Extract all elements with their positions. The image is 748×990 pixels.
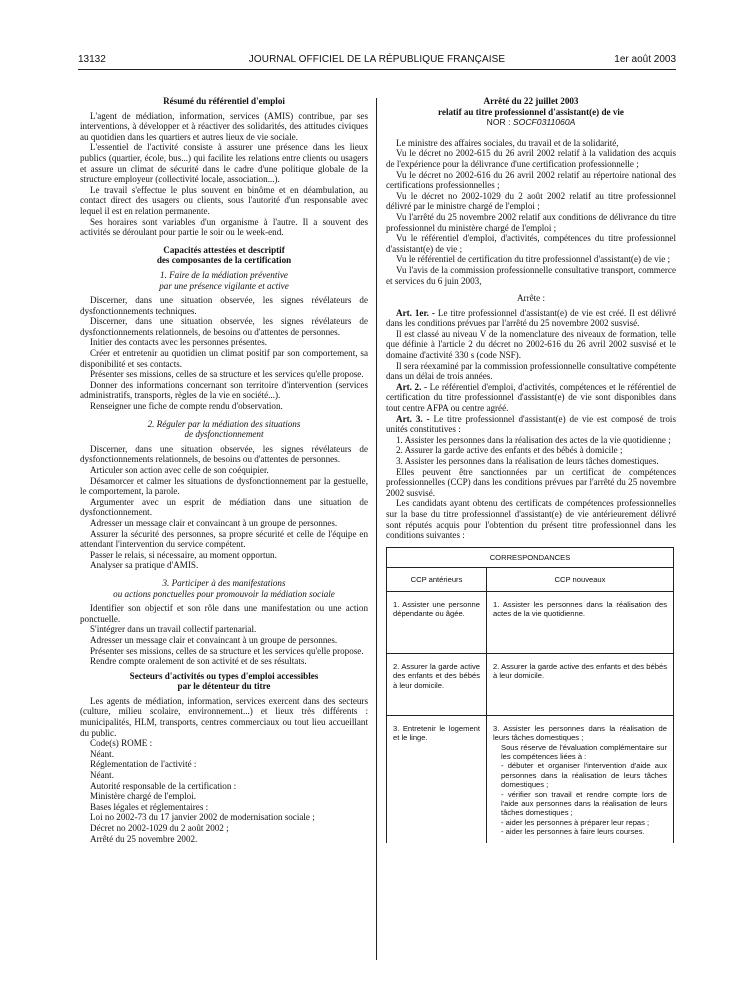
resume-title: Résumé du référentiel d'emploi [163,96,285,106]
page-header [78,54,676,68]
paragraph: Vu le référentiel de certification du titre professionnel d'assistant(e) de vie ; [396,254,671,265]
list-item: Présenter ses missions, celles de sa structure et les services qu'elle propose. [90,645,364,656]
table-row [387,653,674,715]
paragraph: Vu l'arrêté du 25 novembre 2002 relatif aux conditions de délivrance du titre professionnel du ministère chargé de l'emploi ; [386,211,676,233]
list-item: Adresser un message clair et convaincant à un groupe de personnes. [90,634,338,645]
article-1: Art. 1er. - Le titre professionnel d'assistant(e) de vie est créé. Il est délivré dans les conditions prévues par l'arrêté du 25 novembre 2002 susvisé. [386,307,676,329]
page-number: 13132 [78,54,106,65]
section-heading: par le détenteur du titre [177,681,271,692]
list-item: Néant. [90,748,114,759]
list-item: Ministère chargé de l'emploi. [90,791,197,802]
subsection-heading: de dysfonctionnement [184,429,264,440]
list-item: Analyser sa pratique d'AMIS. [90,560,199,571]
article-2: Art. 2. - Le référentiel d'emploi, d'activités, compétences et le référentiel de certification du titre professionnel d'assistant(e) de vie sont disponibles dans tout centre AFPA ou centre agréé. [386,381,676,414]
list-item: Présenter ses missions, celles de sa structure et les services qu'elle propose. [90,369,364,380]
issue-date: 1er août 2003 [614,54,676,65]
list-item: Renseigner une fiche de compte rendu d'observation. [90,401,283,412]
left-column [80,96,368,844]
paragraph: Le ministre des affaires sociales, du travail et de la solidarité, [396,137,619,148]
subsection-heading: 3. Participer à des manifestations [162,577,286,588]
paragraph: L'essentiel de l'activité consiste à assurer une présence dans les lieux publics (quartier, école, bus...) qui facilite les relations entre clients ou usagers et assure un climat de sécurité dans le cadre d'une politique globale de la structure employeur (collectivité locale, association...). [80,142,368,185]
table-title: CORRESPONDANCES [387,547,674,567]
paragraph: Vu le décret no 2002-1029 du 2 août 2002 relatif au titre professionnel délivré par le ministre chargé de l'emploi ; [386,190,676,212]
list-item: Néant. [90,770,114,781]
paragraph: Les agents de médiation, information, services exercent dans des secteurs (culture, milieu scolaire, environnement...) et lieux très différents : municipalités, HLM, transports, centres commerciaux ou tout lieu accueillant du public. [80,695,368,738]
list-item: Donner des informations concernant son territoire d'intervention (services administratifs, transports, règles de la vie en société...). [80,379,368,401]
header-rule [78,69,676,70]
list-item: Articuler son action avec celle de son coéquipier. [90,465,269,475]
nor-reference: NOR : SOCF0311060A [486,117,576,128]
table-cell: 1. Assister les personnes dans la réalisation des actes de la vie quotidienne. [487,591,674,653]
right-column [386,96,676,843]
list-item: Discerner, dans une situation observée, les signes révélateurs de dysfonctionnements relationnels, de besoins ou d'attentes de personnes. [80,316,368,337]
arrete-word: Arrête : [516,293,546,304]
table-cell: 3. Entretenir le logement et le linge. [387,715,487,842]
table-header-new: CCP nouveaux [487,567,674,591]
table-cell: 2. Assurer la garde active des enfants et des bébés à leur domicile. [487,653,674,715]
paragraph: Il sera réexaminé par la commission professionnelle consultative compétente dans un délai de trois années. [386,360,676,382]
table-row [387,591,674,653]
list-item: 1. Assister les personnes dans la réalisation des actes de la vie quotidienne ; [396,434,671,445]
paragraph: Vu l'avis de la commission professionnelle consultative transport, commerce et services du 6 juin 2003, [386,264,676,286]
correspondence-table [386,547,674,843]
list-item: Initier des contacts avec les personnes présentes. [90,337,268,348]
decree-subtitle: relatif au titre professionnel d'assistant(e) de vie [438,106,624,117]
list-item: Décret no 2002-1029 du 2 août 2002 ; [90,823,229,833]
list-item: Code(s) ROME : [90,738,153,749]
table-cell: 3. Assister les personnes dans la réalisation de leurs tâches domestiques ; Sous réserve de l'évaluation complémentaire sur les compétences liées à : - débuter et organiser l'intervention d'aide aux personnes dans la réalisation de leurs tâches domestiques ; - vérifier son travail et rendre compte lors de l'aide aux personnes dans la réalisation de leurs tâches domestiques ; - aider les personnes à préparer leur repas ; - aider les personnes à faire leurs courses. [487,715,674,842]
paragraph: Les candidats ayant obtenu des certificats de compétences professionnelles sur la base du titre professionnel d'assistant(e) de vie antérieurement délivré sont réputés acquis pour l'obtention du présent titre professionnel dans les conditions suivantes : [386,498,676,541]
subsection-heading: 1. Faire de la médiation préventive [160,269,288,280]
list-item: Adresser un message clair et convaincant à un groupe de personnes. [90,517,338,528]
section-heading: des composantes de la certification [156,255,292,266]
list-item: Réglementation de l'activité : [90,759,197,770]
list-item: Discerner, dans une situation observée, les signes révélateurs de dysfonctionnements techniques. [80,295,368,316]
article-3: Art. 3. - Le titre professionnel d'assistant(e) de vie est composé de trois unités constitutives : [386,413,676,435]
list-item: S'intégrer dans un travail collectif partenarial. [90,624,257,635]
decree-title: Arrêté du 22 juillet 2003 [483,96,579,106]
paragraph: L'agent de médiation, information, services (AMIS) contribue, par ses interventions, à développer et à réactiver des solidarités, des attitudes civiques au quotidien dans les quartiers et autres lieux de vie sociale. [80,110,368,142]
list-item: Bases légales et réglementaires : [90,801,209,812]
paragraph: Ses horaires sont variables d'un organisme à l'autre. Il a souvent des activités se déroulant pour partie le soir ou le week-end. [80,216,368,238]
table-cell: 2. Assurer la garde active des enfants et des bébés à leur domicile. [387,653,487,715]
list-item: Assurer la sécurité des personnes, sa propre sécurité et celle de l'équipe en attendant l'intervention du service compétent. [80,528,368,550]
paragraph: Vu le référentiel d'emploi, d'activités, compétences du titre professionnel d'assistant(e) de vie ; [386,233,676,254]
list-item: Rendre compte oralement de son activité et de ses résultats. [90,656,307,667]
paragraph: Vu le décret no 2002-615 du 26 avril 2002 relatif à la validation des acquis de l'expérience pour la délivrance d'une certification professionnelle ; [386,148,676,169]
section-heading: Secteurs d'activités ou types d'emploi accessibles [129,670,319,681]
list-item: Argumenter avec un esprit de médiation dans une situation de dysfonctionnement. [80,496,368,518]
list-item: Créer et entretenir au quotidien un climat positif par son comportement, sa disponibilité et ses contacts. [80,348,368,369]
list-item: Désamorcer et calmer les situations de dysfonctionnement par la gestuelle, le comportement, la parole. [80,475,368,497]
list-item: Identifier son objectif et son rôle dans une manifestation ou une action ponctuelle. [80,603,368,624]
journal-title: JOURNAL OFFICIEL DE LA RÉPUBLIQUE FRANÇAISE [248,54,506,65]
paragraph: Il est classé au niveau V de la nomenclature des niveaux de formation, telle que définie à l'article 2 du décret no 2002-616 du 26 avril 2002 susvisé et le domaine d'activité 330 s (code NSF). [386,328,676,361]
table-row [387,715,674,842]
section-heading: Capacités attestées et descriptif [163,244,285,255]
list-item: Autorité responsable de la certification : [90,780,237,791]
column-divider [376,98,377,960]
table-header-old: CCP antérieurs [387,567,487,591]
table-cell: 1. Assister une personne dépendante ou âgée. [387,591,487,653]
paragraph: Le travail s'effectue le plus souvent en binôme et en déambulation, au contact direct des usagers ou clients, sous l'autorité d'un responsable avec lequel il est en relation permanente. [80,184,368,216]
list-item: 2. Assurer la garde active des enfants et des bébés à domicile ; [396,445,623,456]
paragraph: Elles peuvent être sanctionnées par un certificat de compétences professionnelles (CCP) dans les conditions prévues par l'arrêté du 25 novembre 2002 susvisé. [386,466,676,498]
list-item: Passer le relais, si nécessaire, au moment opportun. [90,549,277,560]
list-item: Arrêté du 25 novembre 2002. [90,833,198,844]
list-item: Discerner, dans une situation observée, les signes révélateurs de dysfonctionnements relationnels, de besoins ou d'attentes de personnes. [80,443,368,465]
subsection-heading: par une présence vigilante et active [159,280,289,291]
paragraph: Vu le décret no 2002-616 du 26 avril 2002 relatif au répertoire national des certifications professionnelles ; [386,169,676,191]
list-item: Loi no 2002-73 du 17 janvier 2002 de modernisation sociale ; [90,812,315,823]
subsection-heading: 2. Réguler par la médiation des situations [147,418,301,429]
subsection-heading: ou actions ponctuelles pour promouvoir la médiation sociale [113,588,335,599]
list-item: 3. Assister les personnes dans la réalisation de leurs tâches domestiques. [396,456,659,466]
